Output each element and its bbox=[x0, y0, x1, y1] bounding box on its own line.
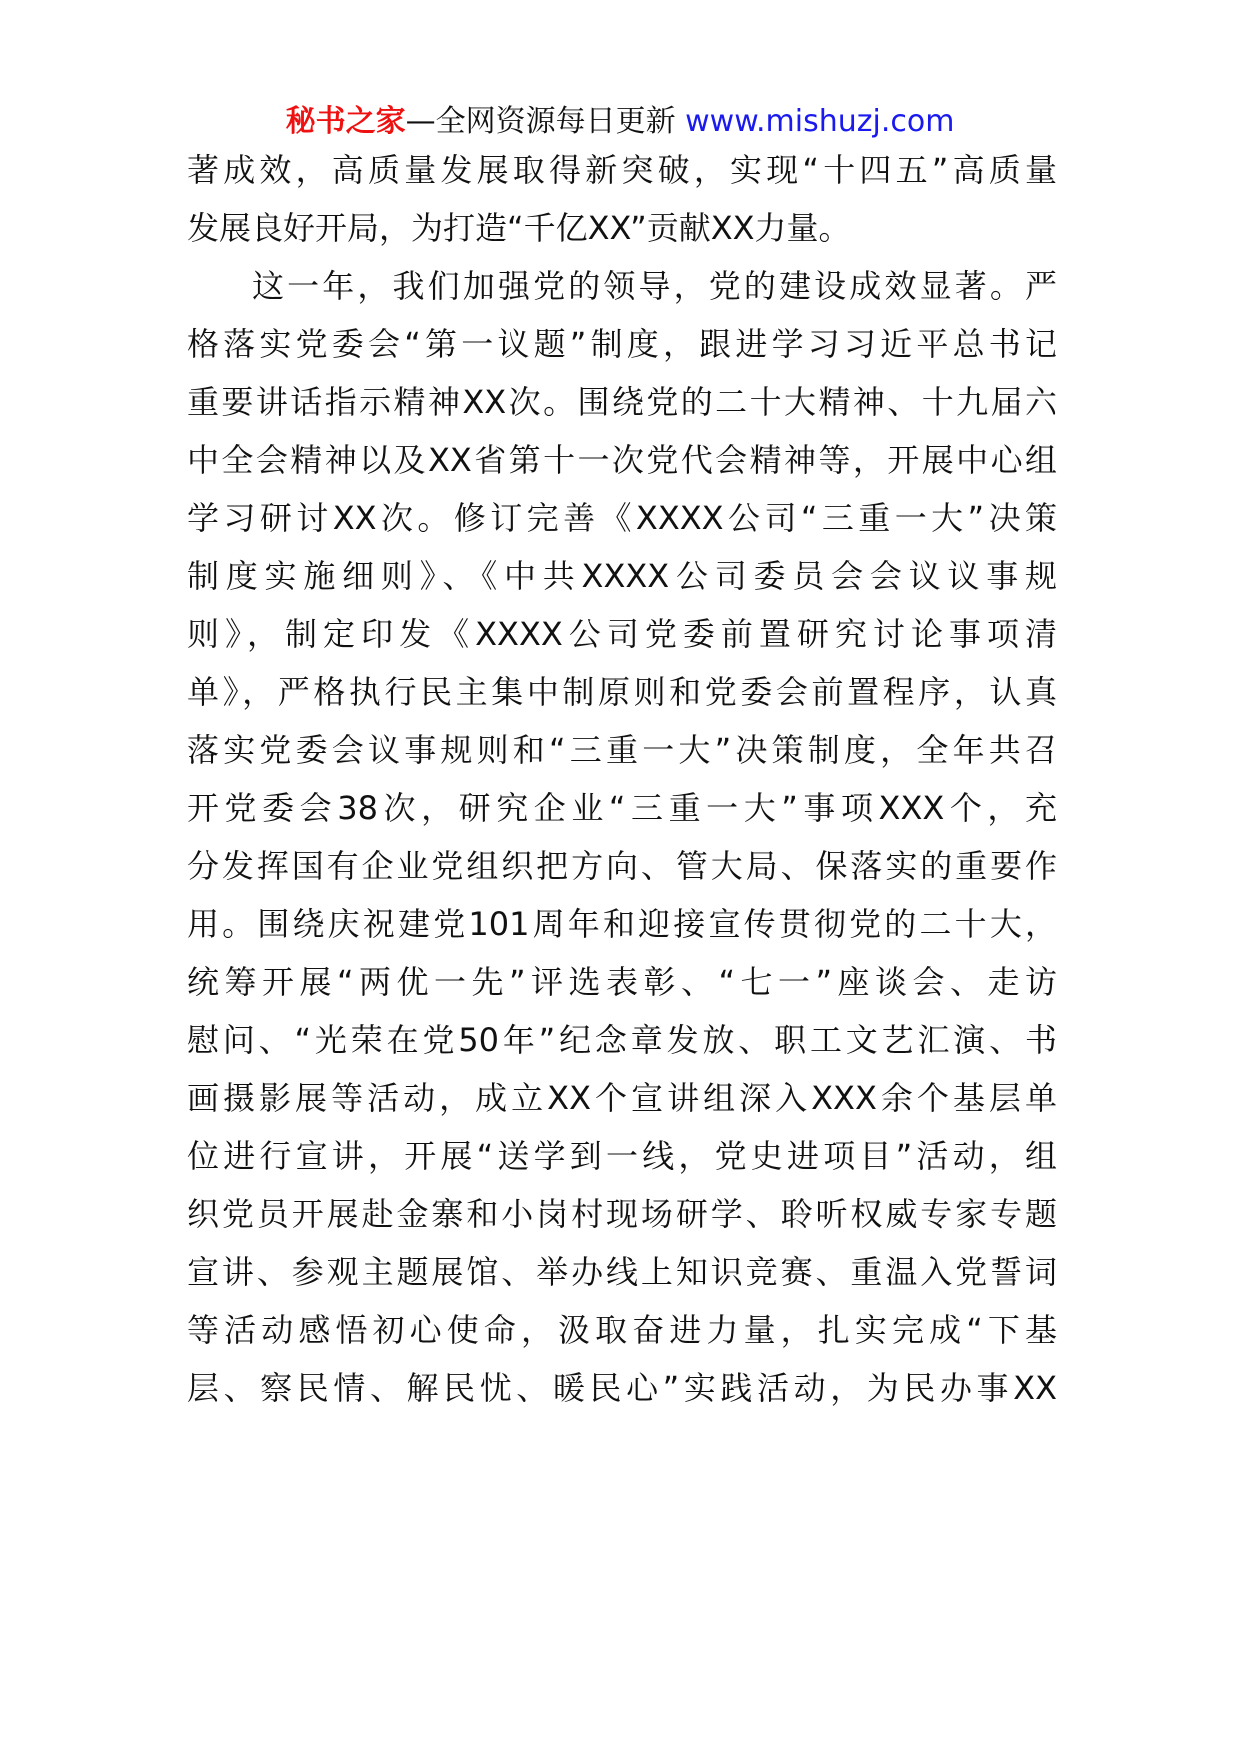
brand-name: 秘书之家 bbox=[285, 104, 406, 139]
text-line: 织党员开展赴金寨和小岗村现场研学、聆听权威专家专题 bbox=[187, 1195, 1057, 1233]
text-line: 层、察民情、解民忧、暖民心”实践活动，为民办事XX bbox=[187, 1369, 1057, 1407]
text-line: 等活动感悟初心使命，汲取奋进力量，扎实完成“下基 bbox=[187, 1311, 1057, 1349]
text-line: 用。围绕庆祝建党101周年和迎接宣传贯彻党的二十大， bbox=[187, 905, 1057, 943]
site-url-link[interactable]: www.mishuzj.com bbox=[685, 104, 955, 139]
text-line: 则》，制定印发《XXXX公司党委前置研究讨论事项清 bbox=[187, 615, 1057, 653]
text-line: 位进行宣讲，开展“送学到一线，党史进项目”活动，组 bbox=[187, 1137, 1057, 1175]
text-line: 画摄影展等活动，成立XX个宣讲组深入XXX余个基层单 bbox=[187, 1079, 1057, 1117]
text-line: 落实党委会议事规则和“三重一大”决策制度，全年共召 bbox=[187, 731, 1057, 769]
text-line: 单》，严格执行民主集中制原则和党委会前置程序，认真 bbox=[187, 673, 1057, 711]
text-line: 格落实党委会“第一议题”制度，跟进学习习近平总书记 bbox=[187, 325, 1057, 363]
text-line: 分发挥国有企业党组织把方向、管大局、保落实的重要作 bbox=[187, 847, 1057, 885]
header-tagline: —全网资源每日更新 bbox=[405, 104, 676, 139]
text-line: 慰问、“光荣在党50年”纪念章发放、职工文艺汇演、书 bbox=[187, 1021, 1057, 1059]
text-line: 制度实施细则》、《中共XXXX公司委员会会议议事规 bbox=[187, 557, 1057, 595]
text-line: 发展良好开局，为打造“千亿XX”贡献XX力量。 bbox=[187, 209, 851, 247]
text-line: 宣讲、参观主题展馆、举办线上知识竞赛、重温入党誓词 bbox=[187, 1253, 1057, 1291]
text-line: 统筹开展“两优一先”评选表彰、“七一”座谈会、走访 bbox=[187, 963, 1057, 1001]
text-line: 著成效，高质量发展取得新突破，实现“十四五”高质量 bbox=[187, 151, 1057, 189]
text-line: 开党委会38次，研究企业“三重一大”事项XXX个，充 bbox=[187, 789, 1057, 827]
text-line: 学习研讨XX次。修订完善《XXXX公司“三重一大”决策 bbox=[187, 499, 1057, 537]
text-line: 重要讲话指示精神XX次。围绕党的二十大精神、十九届六 bbox=[187, 383, 1057, 421]
text-line: 中全会精神以及XX省第十一次党代会精神等，开展中心组 bbox=[187, 441, 1057, 479]
paragraph-first-line: 这一年，我们加强党的领导，党的建设成效显著。严 bbox=[252, 267, 1057, 305]
